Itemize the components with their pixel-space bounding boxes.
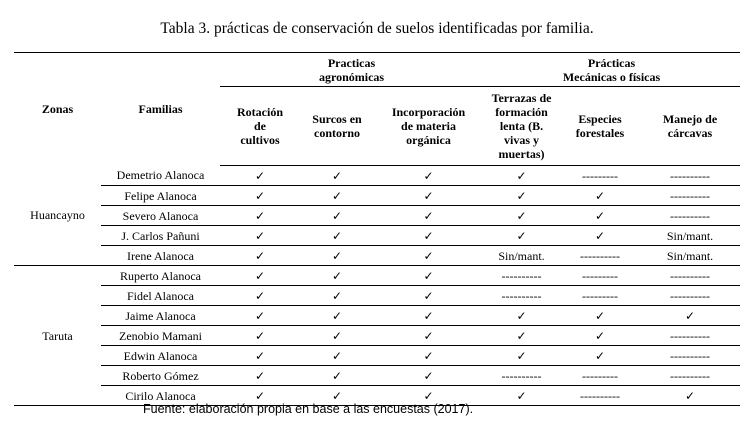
practice-value-cell: ✓ bbox=[374, 366, 483, 386]
practice-value-cell: ✓ bbox=[220, 266, 300, 286]
familia-cell: J. Carlos Pañuni bbox=[101, 226, 220, 246]
practice-value-cell: ✓ bbox=[300, 186, 374, 206]
header-materia-organica bbox=[374, 87, 483, 166]
practice-value-cell: ✓ bbox=[300, 286, 374, 306]
practice-value-cell: ✓ bbox=[560, 226, 640, 246]
table-row bbox=[14, 346, 740, 366]
practice-value-cell: ✓ bbox=[300, 346, 374, 366]
practice-value-cell: ✓ bbox=[483, 306, 560, 326]
familia-cell: Roberto Gómez bbox=[101, 366, 220, 386]
practice-value-cell: ✓ bbox=[374, 286, 483, 306]
header-group-mecanicas-line: Prácticas bbox=[587, 55, 636, 70]
header-carcavas bbox=[640, 87, 740, 166]
table-row bbox=[14, 266, 740, 286]
header-line: Rotación bbox=[237, 105, 283, 119]
header-surcos bbox=[300, 87, 374, 166]
header-line: lenta (B. bbox=[499, 119, 544, 133]
practice-value-cell: Sin/mant. bbox=[640, 246, 740, 266]
header-line: cultivos bbox=[240, 133, 280, 147]
header-group-mecanicas bbox=[483, 53, 740, 87]
header-line: contorno bbox=[314, 126, 360, 140]
header-group-agronomicas-line: Practicas bbox=[327, 55, 376, 70]
practice-value-cell: ---------- bbox=[640, 186, 740, 206]
header-especies-forestales bbox=[560, 87, 640, 166]
source-note: Fuente: elaboración propia en base a las encuestas (2017). bbox=[143, 402, 474, 416]
practice-value-cell: ✓ bbox=[374, 386, 483, 406]
header-rotacion bbox=[220, 87, 300, 166]
header-line: Surcos en bbox=[312, 112, 362, 126]
header-line: Terrazas de bbox=[491, 91, 552, 105]
header-line: forestales bbox=[575, 126, 625, 140]
header-line: formación bbox=[495, 105, 548, 119]
practice-value-cell: ✓ bbox=[220, 306, 300, 326]
familia-cell: Irene Alanoca bbox=[101, 246, 220, 266]
header-line: Especies bbox=[578, 112, 622, 126]
familia-cell: Cirilo Alanoca bbox=[101, 386, 220, 406]
practice-value-cell: ✓ bbox=[560, 186, 640, 206]
practice-value-cell: ✓ bbox=[483, 326, 560, 346]
practice-value-cell: ✓ bbox=[220, 286, 300, 306]
practice-value-cell: ✓ bbox=[483, 226, 560, 246]
table-row bbox=[14, 366, 740, 386]
zona-cell: Huancayno bbox=[14, 166, 101, 266]
practice-value-cell: ---------- bbox=[560, 246, 640, 266]
practice-value-cell: ✓ bbox=[374, 186, 483, 206]
practice-value-cell: ✓ bbox=[300, 206, 374, 226]
familia-cell: Demetrio Alanoca bbox=[101, 166, 220, 186]
practice-value-cell: Sin/mant. bbox=[640, 226, 740, 246]
practice-value-cell: --------- bbox=[560, 366, 640, 386]
practice-value-cell: ✓ bbox=[483, 346, 560, 366]
practice-value-cell: ✓ bbox=[220, 366, 300, 386]
table-body bbox=[14, 166, 740, 406]
practice-value-cell: ✓ bbox=[483, 166, 560, 186]
practice-value-cell: ✓ bbox=[300, 246, 374, 266]
header-line: cárcavas bbox=[667, 126, 713, 140]
familia-cell: Zenobio Mamani bbox=[101, 326, 220, 346]
practice-value-cell: ✓ bbox=[374, 326, 483, 346]
practice-value-cell: ✓ bbox=[374, 246, 483, 266]
table-row bbox=[14, 226, 740, 246]
table-row bbox=[14, 326, 740, 346]
practice-value-cell: ✓ bbox=[220, 166, 300, 186]
practice-value-cell: ✓ bbox=[374, 226, 483, 246]
familia-cell: Edwin Alanoca bbox=[101, 346, 220, 366]
practice-value-cell: ---------- bbox=[483, 266, 560, 286]
practice-value-cell: ---------- bbox=[640, 166, 740, 186]
table-row bbox=[14, 206, 740, 226]
practice-value-cell: ✓ bbox=[640, 306, 740, 326]
practice-value-cell: ---------- bbox=[483, 286, 560, 306]
practice-value-cell: ✓ bbox=[300, 326, 374, 346]
header-line: Incorporación bbox=[391, 105, 466, 119]
header-line: Manejo de bbox=[662, 112, 718, 126]
practice-value-cell: ---------- bbox=[640, 206, 740, 226]
table-row bbox=[14, 166, 740, 186]
practice-value-cell: Sin/mant. bbox=[483, 246, 560, 266]
table-row bbox=[14, 306, 740, 326]
practice-value-cell: ✓ bbox=[483, 186, 560, 206]
practice-value-cell: ✓ bbox=[300, 166, 374, 186]
practice-value-cell: ---------- bbox=[640, 346, 740, 366]
table-row bbox=[14, 246, 740, 266]
practice-value-cell: ✓ bbox=[560, 306, 640, 326]
practice-value-cell: ---------- bbox=[640, 366, 740, 386]
header-group-mecanicas-line: Mecánicas o físicas bbox=[562, 69, 661, 84]
practice-value-cell: ✓ bbox=[300, 306, 374, 326]
conservation-practices-table bbox=[14, 52, 740, 406]
header-line: orgánica bbox=[406, 133, 451, 147]
practice-value-cell: ✓ bbox=[220, 226, 300, 246]
practice-value-cell: ✓ bbox=[560, 346, 640, 366]
practice-value-cell: ---------- bbox=[483, 366, 560, 386]
practice-value-cell: ✓ bbox=[374, 266, 483, 286]
header-line: vivas y bbox=[504, 133, 540, 147]
practice-value-cell: ✓ bbox=[300, 266, 374, 286]
practice-value-cell: ✓ bbox=[374, 306, 483, 326]
practice-value-cell: ---------- bbox=[640, 326, 740, 346]
header-zonas: Zonas bbox=[14, 53, 101, 166]
practice-value-cell: ✓ bbox=[220, 186, 300, 206]
header-line: de bbox=[254, 119, 266, 133]
header-group-agronomicas bbox=[220, 53, 483, 87]
zona-cell: Taruta bbox=[14, 266, 101, 406]
familia-cell: Severo Alanoca bbox=[101, 206, 220, 226]
header-line: muertas) bbox=[498, 147, 545, 161]
practice-value-cell: ✓ bbox=[220, 206, 300, 226]
practice-value-cell: ✓ bbox=[560, 326, 640, 346]
practice-value-cell: ✓ bbox=[483, 206, 560, 226]
practice-value-cell: --------- bbox=[560, 266, 640, 286]
practice-value-cell: ✓ bbox=[374, 206, 483, 226]
familia-cell: Felipe Alanoca bbox=[101, 186, 220, 206]
header-line: de materia bbox=[401, 119, 456, 133]
practice-value-cell: --------- bbox=[560, 286, 640, 306]
practice-value-cell: ✓ bbox=[220, 346, 300, 366]
header-group-agronomicas-line: agronómicas bbox=[318, 69, 385, 84]
practice-value-cell: ✓ bbox=[374, 166, 483, 186]
table-row bbox=[14, 286, 740, 306]
familia-cell: Fidel Alanoca bbox=[101, 286, 220, 306]
table-row bbox=[14, 186, 740, 206]
practice-value-cell: ✓ bbox=[300, 386, 374, 406]
familia-cell: Ruperto Alanoca bbox=[101, 266, 220, 286]
header-terrazas bbox=[483, 87, 560, 166]
practice-value-cell: ✓ bbox=[220, 246, 300, 266]
practice-value-cell: ✓ bbox=[220, 386, 300, 406]
practice-value-cell: ✓ bbox=[300, 366, 374, 386]
practice-value-cell: ✓ bbox=[640, 386, 740, 406]
practice-value-cell: ✓ bbox=[483, 386, 560, 406]
header-familias: Familias bbox=[101, 53, 220, 166]
practice-value-cell: --------- bbox=[560, 166, 640, 186]
practice-value-cell: ✓ bbox=[374, 346, 483, 366]
practice-value-cell: ---------- bbox=[560, 386, 640, 406]
practice-value-cell: ✓ bbox=[560, 206, 640, 226]
table-title: Tabla 3. prácticas de conservación de suelos identificadas por familia. bbox=[160, 20, 594, 37]
practice-value-cell: ---------- bbox=[640, 266, 740, 286]
practice-value-cell: ✓ bbox=[220, 326, 300, 346]
practice-value-cell: ✓ bbox=[300, 226, 374, 246]
familia-cell: Jaime Alanoca bbox=[101, 306, 220, 326]
practice-value-cell: ---------- bbox=[640, 286, 740, 306]
